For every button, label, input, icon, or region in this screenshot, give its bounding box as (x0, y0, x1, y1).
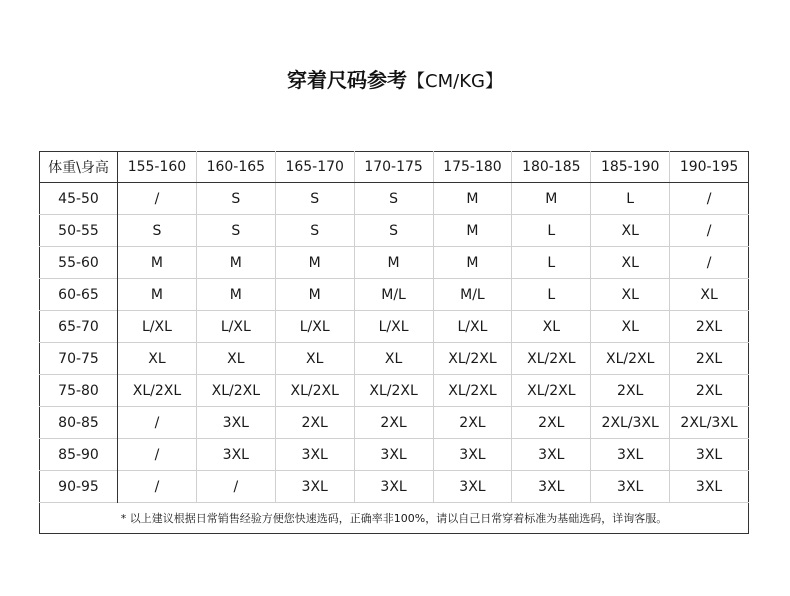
height-header: 180-185 (512, 152, 591, 183)
size-cell: XL/2XL (118, 375, 197, 407)
weight-cell: 70-75 (40, 343, 118, 375)
size-cell: L (512, 247, 591, 279)
height-header: 190-195 (670, 152, 749, 183)
header-row (40, 152, 749, 183)
size-cell: S (196, 215, 275, 247)
table-body (40, 183, 749, 503)
size-cell: 3XL (591, 439, 670, 471)
size-cell: L/XL (275, 311, 354, 343)
size-cell: XL/2XL (433, 343, 512, 375)
weight-cell: 60-65 (40, 279, 118, 311)
table-row (40, 279, 749, 311)
size-cell: 2XL (591, 375, 670, 407)
size-cell: M (275, 279, 354, 311)
table-row (40, 343, 749, 375)
title-unit: 【CM/KG】 (407, 71, 503, 92)
size-cell: XL (512, 311, 591, 343)
corner-header: 体重\身高 (40, 152, 118, 183)
size-cell: L/XL (196, 311, 275, 343)
size-cell: S (354, 215, 433, 247)
size-cell: 2XL (670, 311, 749, 343)
size-cell: XL (354, 343, 433, 375)
size-cell: XL (196, 343, 275, 375)
size-chart-table (39, 151, 749, 534)
height-header: 155-160 (118, 152, 197, 183)
size-cell: M (512, 183, 591, 215)
size-cell: 2XL (670, 343, 749, 375)
size-cell: / (670, 247, 749, 279)
height-header: 170-175 (354, 152, 433, 183)
size-cell: 3XL (196, 439, 275, 471)
size-cell: XL (591, 311, 670, 343)
size-cell: L/XL (354, 311, 433, 343)
size-cell: M/L (354, 279, 433, 311)
weight-cell: 80-85 (40, 407, 118, 439)
height-header: 175-180 (433, 152, 512, 183)
size-cell: S (275, 183, 354, 215)
size-cell: 3XL (196, 407, 275, 439)
table-row (40, 183, 749, 215)
size-cell: L/XL (118, 311, 197, 343)
size-cell: S (118, 215, 197, 247)
weight-cell: 55-60 (40, 247, 118, 279)
size-cell: 3XL (354, 439, 433, 471)
size-cell: XL/2XL (512, 343, 591, 375)
size-cell: / (670, 183, 749, 215)
size-cell: / (118, 183, 197, 215)
size-cell: XL/2XL (433, 375, 512, 407)
size-cell: S (275, 215, 354, 247)
size-cell: / (118, 471, 197, 503)
size-cell: 2XL/3XL (670, 407, 749, 439)
size-cell: 3XL (433, 471, 512, 503)
size-cell: M (433, 215, 512, 247)
size-cell: XL/2XL (591, 343, 670, 375)
weight-cell: 65-70 (40, 311, 118, 343)
size-cell: 2XL (354, 407, 433, 439)
size-cell: / (196, 471, 275, 503)
size-cell: 3XL (354, 471, 433, 503)
size-cell: XL/2XL (512, 375, 591, 407)
size-cell: M (118, 247, 197, 279)
size-cell: 2XL (275, 407, 354, 439)
table-row (40, 375, 749, 407)
weight-cell: 50-55 (40, 215, 118, 247)
size-cell: XL (118, 343, 197, 375)
weight-cell: 85-90 (40, 439, 118, 471)
size-cell: 3XL (670, 439, 749, 471)
weight-cell: 45-50 (40, 183, 118, 215)
size-cell: 3XL (275, 471, 354, 503)
footnote: * 以上建议根据日常销售经验方便您快速选码，正确率非100%，请以自己日常穿着标准为基础选码，详询客服。 (40, 503, 749, 534)
size-cell: M (433, 247, 512, 279)
size-cell: XL/2XL (354, 375, 433, 407)
size-cell: XL/2XL (275, 375, 354, 407)
size-cell: XL/2XL (196, 375, 275, 407)
chart-title (0, 64, 790, 93)
size-cell: XL (275, 343, 354, 375)
size-cell: / (118, 407, 197, 439)
size-cell: L (512, 279, 591, 311)
table-row (40, 311, 749, 343)
size-cell: M (433, 183, 512, 215)
size-cell: XL (591, 279, 670, 311)
size-cell: L (591, 183, 670, 215)
note-row (40, 503, 749, 534)
size-cell: M (196, 279, 275, 311)
size-cell: 2XL/3XL (591, 407, 670, 439)
size-cell: 3XL (512, 439, 591, 471)
size-cell: XL (591, 215, 670, 247)
size-cell: XL (670, 279, 749, 311)
size-cell: 2XL (512, 407, 591, 439)
height-header: 160-165 (196, 152, 275, 183)
height-header: 165-170 (275, 152, 354, 183)
height-header: 185-190 (591, 152, 670, 183)
size-cell: L/XL (433, 311, 512, 343)
title-main: 穿着尺码参考 (287, 68, 408, 92)
size-cell: 3XL (275, 439, 354, 471)
size-cell: 3XL (670, 471, 749, 503)
size-cell: M (196, 247, 275, 279)
size-cell: S (196, 183, 275, 215)
weight-cell: 90-95 (40, 471, 118, 503)
size-cell: 2XL (670, 375, 749, 407)
table-row (40, 407, 749, 439)
table-row (40, 215, 749, 247)
size-cell: S (354, 183, 433, 215)
size-cell: L (512, 215, 591, 247)
table-row (40, 439, 749, 471)
table-row (40, 247, 749, 279)
size-cell: 3XL (433, 439, 512, 471)
size-cell: / (670, 215, 749, 247)
weight-cell: 75-80 (40, 375, 118, 407)
size-cell: 3XL (512, 471, 591, 503)
size-cell: 2XL (433, 407, 512, 439)
size-cell: M (354, 247, 433, 279)
size-cell: M (118, 279, 197, 311)
size-cell: / (118, 439, 197, 471)
size-cell: M (275, 247, 354, 279)
size-cell: M/L (433, 279, 512, 311)
table-row (40, 471, 749, 503)
size-cell: XL (591, 247, 670, 279)
size-cell: 3XL (591, 471, 670, 503)
